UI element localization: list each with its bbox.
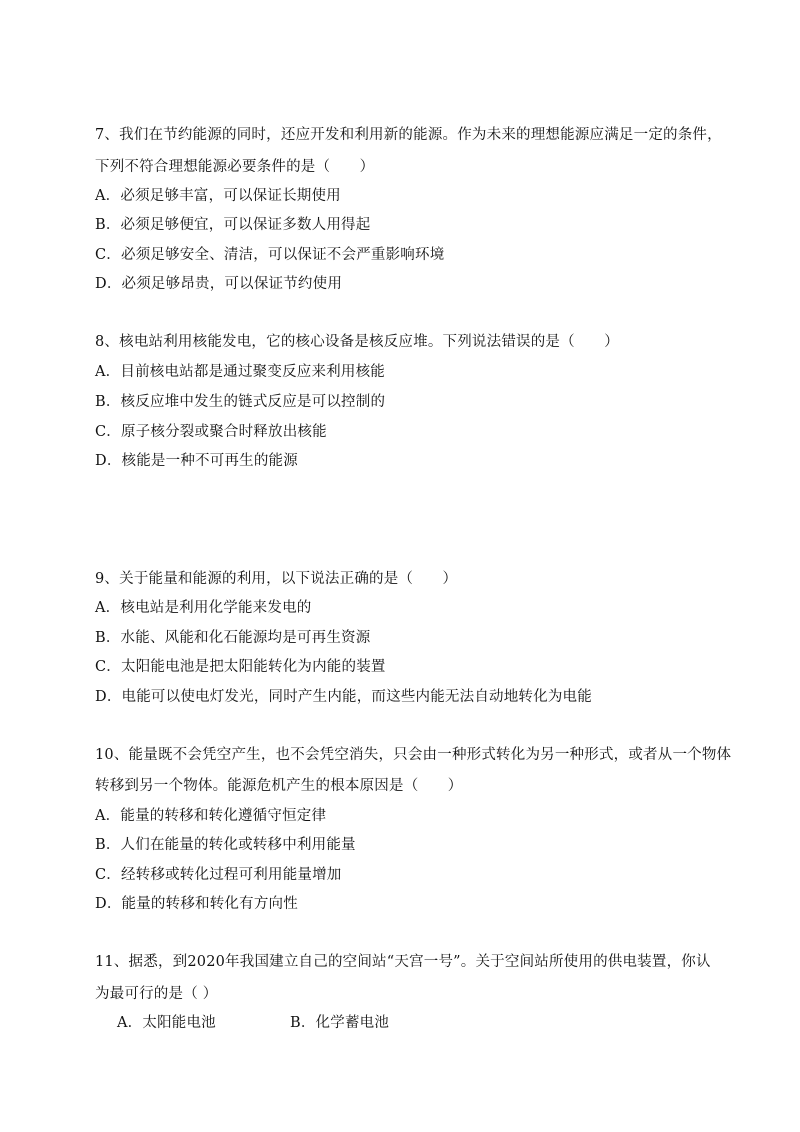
question-10-option-a: A．能量的转移和转化遵循守恒定律	[95, 808, 327, 824]
question-9-option-c: C．太阳能电池是把太阳能转化为内能的装置	[95, 659, 386, 675]
question-8-stem-line-1: 8、核电站利用核能发电，它的核心设备是核反应堆。下列说法错误的是（ ）	[95, 334, 619, 350]
question-8-option-c: C．原子核分裂或聚合时释放出核能	[95, 424, 327, 440]
question-11-stem-line-2: 为最可行的是（ ）	[95, 986, 218, 1002]
question-7-option-a: A．必须足够丰富，可以保证长期使用	[95, 188, 341, 204]
question-10-option-b: B．人们在能量的转化或转移中利用能量	[95, 837, 356, 853]
question-11-option-a: A．太阳能电池	[117, 1015, 216, 1031]
question-9-stem-line-1: 9、关于能量和能源的利用，以下说法正确的是（ ）	[95, 571, 458, 587]
question-10-stem-line-1: 10、能量既不会凭空产生，也不会凭空消失，只会由一种形式转化为另一种形式，或者从一个物体	[95, 747, 732, 763]
question-11-option-b: B．化学蓄电池	[290, 1015, 390, 1031]
question-11-stem-line-1: 11、据悉，到2020年我国建立自己的空间站“天宫一号”。关于空间站所使用的供电装置，你认	[95, 954, 711, 970]
question-9-option-b: B．水能、风能和化石能源均是可再生资源	[95, 630, 371, 646]
question-8-option-b: B．核反应堆中发生的链式反应是可以控制的	[95, 394, 386, 410]
question-7-option-d: D．必须足够昂贵，可以保证节约使用	[95, 276, 343, 292]
question-10-stem-line-2: 转移到另一个物体。能源危机产生的根本原因是（ ）	[95, 778, 463, 794]
question-7-option-c: C．必须足够安全、清洁，可以保证不会严重影响环境	[95, 247, 445, 263]
question-7-stem-line-1: 7、我们在节约能源的同时，还应开发和利用新的能源。作为未来的理想能源应满足一定的条件，	[95, 127, 722, 143]
question-7-option-b: B．必须足够便宜，可以保证多数人用得起	[95, 217, 371, 233]
question-9-option-a: A．核电站是利用化学能来发电的	[95, 600, 312, 616]
question-10-option-d: D．能量的转移和转化有方向性	[95, 896, 298, 912]
question-10-option-c: C．经转移或转化过程可利用能量增加	[95, 867, 342, 883]
question-9-option-d: D．电能可以使电灯发光，同时产生内能，而这些内能无法自动地转化为电能	[95, 689, 592, 705]
question-8-option-d: D．核能是一种不可再生的能源	[95, 453, 298, 469]
question-8-option-a: A．目前核电站都是通过聚变反应来利用核能	[95, 364, 385, 380]
question-7-stem-line-2: 下列不符合理想能源必要条件的是（ ）	[95, 159, 375, 175]
